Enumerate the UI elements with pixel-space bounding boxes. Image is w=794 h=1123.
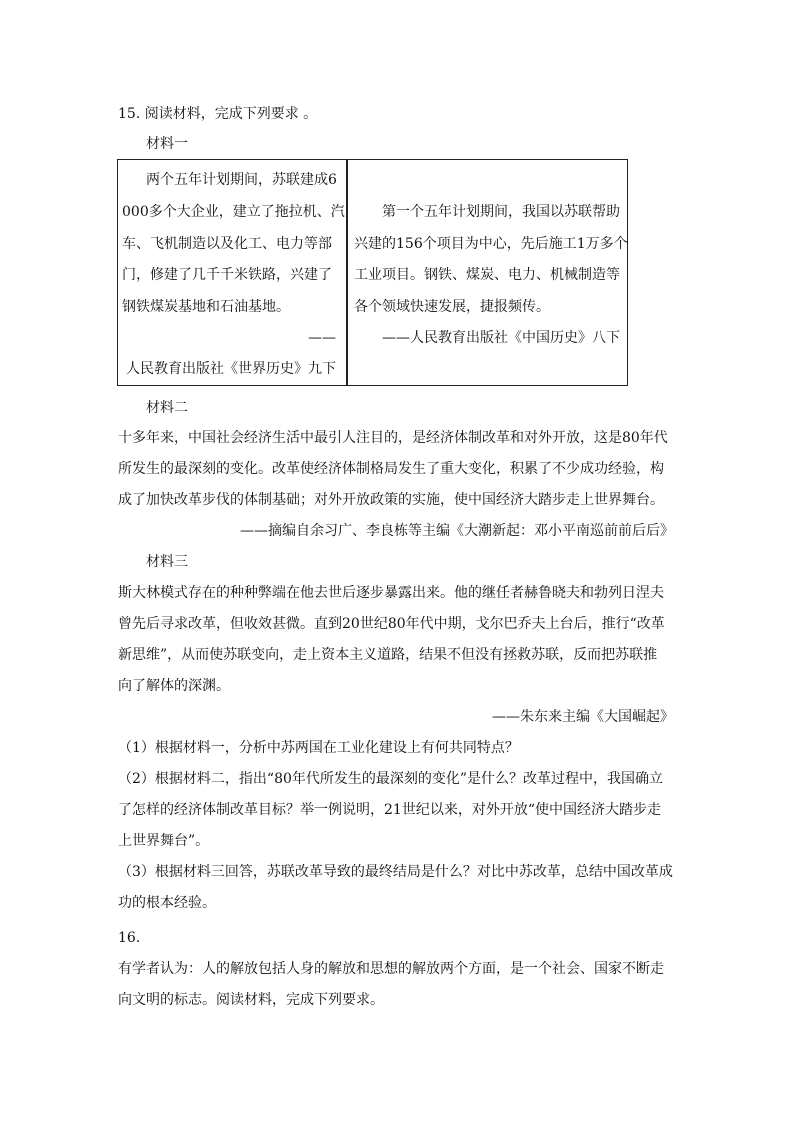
- question-15-part-1: （1）根据材料一，分析中苏两国在工业化建设上有何共同特点？: [118, 740, 519, 756]
- question-16-line: 向文明的标志。阅读材料，完成下列要求。: [118, 992, 384, 1008]
- right-cell-line: 第一个五年计划期间，我国以苏联帮助: [382, 204, 620, 220]
- question-16-line: 有学者认为：人的解放包括人身的解放和思想的解放两个方面，是一个社会、国家不断走: [118, 961, 664, 977]
- question-15-part-2-cont: 上世界舞台”。: [118, 833, 210, 849]
- material-2-line: 十多年来，中国社会经济生活中最引人注目的，是经济体制改革和对外开放，这是80年代: [118, 430, 668, 446]
- question-16-number: 16.: [118, 930, 141, 946]
- material-2-line: 所发生的最深刻的变化。改革使经济体制格局发生了重大变化，积累了不少成功经验，构: [118, 461, 664, 477]
- material-1-left-cell: [118, 160, 346, 387]
- question-15-part-2-cont: 了怎样的经济体制改革目标？举一例说明，21世纪以来，对外开放“使中国经济大踏步走: [118, 802, 661, 818]
- left-cell-line: 钢铁煤炭基地和石油基地。: [122, 299, 290, 315]
- question-15-title: 15. 阅读材料，完成下列要求 。: [118, 106, 318, 122]
- left-cell-source: 人民教育出版社《世界历史》九下: [126, 361, 336, 377]
- question-15-part-3: （3）根据材料三回答，苏联改革导致的最终结局是什么？对比中苏改革，总结中国改革成: [118, 864, 673, 880]
- material-3-source: ——朱东来主编《大国崛起》: [492, 709, 674, 725]
- right-cell-line: 各个领域快速发展，捷报频传。: [354, 299, 550, 315]
- material-3-line: 曾先后寻求改革，但收效甚微。直到20世纪80年代中期，戈尔巴乔夫上台后，推行“改革: [118, 616, 665, 632]
- left-cell-line: 000多个大企业，建立了拖拉机、汽: [122, 204, 345, 220]
- material-1-label: 材料一: [146, 136, 188, 152]
- right-cell-line: 工业项目。钢铁、煤炭、电力、机械制造等: [354, 267, 620, 283]
- left-cell-line: 门，修建了几千千米铁路，兴建了: [122, 267, 332, 283]
- question-15-part-3-cont: 功的根本经验。: [118, 895, 216, 911]
- material-3-line: 新思维”，从而使苏联变向，走上资本主义道路，结果不但没有拯救苏联，反而把苏联推: [118, 647, 658, 663]
- left-cell-dash: ——: [308, 330, 336, 346]
- material-3-line: 向了解体的深渊。: [118, 678, 230, 694]
- material-2-source: ——摘编自余习广、李良栋等主编《大潮新起：邓小平南巡前前后后》: [240, 523, 674, 539]
- left-cell-line: 车、飞机制造以及化工、电力等部: [122, 236, 332, 252]
- material-2-line: 成了加快改革步伐的体制基础；对外开放政策的实施，使中国经济大踏步走上世界舞台。: [118, 492, 664, 508]
- right-cell-line: 兴建的156个项目为中心，先后施工1万多个: [354, 236, 628, 252]
- material-2-label: 材料二: [146, 400, 188, 416]
- question-15-part-2: （2）根据材料二，指出“80年代所发生的最深刻的变化”是什么？改革过程中，我国确立: [118, 771, 664, 787]
- material-1-right-cell: [348, 160, 628, 387]
- material-3-line: 斯大林模式存在的种种弊端在他去世后逐步暴露出来。他的继任者赫鲁晓夫和勃列日涅夫: [118, 585, 664, 601]
- material-3-label: 材料三: [146, 554, 188, 570]
- left-cell-line: 两个五年计划期间，苏联建成6: [146, 172, 337, 188]
- material-1-table: [117, 159, 628, 386]
- right-cell-source: ——人民教育出版社《中国历史》八下: [382, 330, 620, 346]
